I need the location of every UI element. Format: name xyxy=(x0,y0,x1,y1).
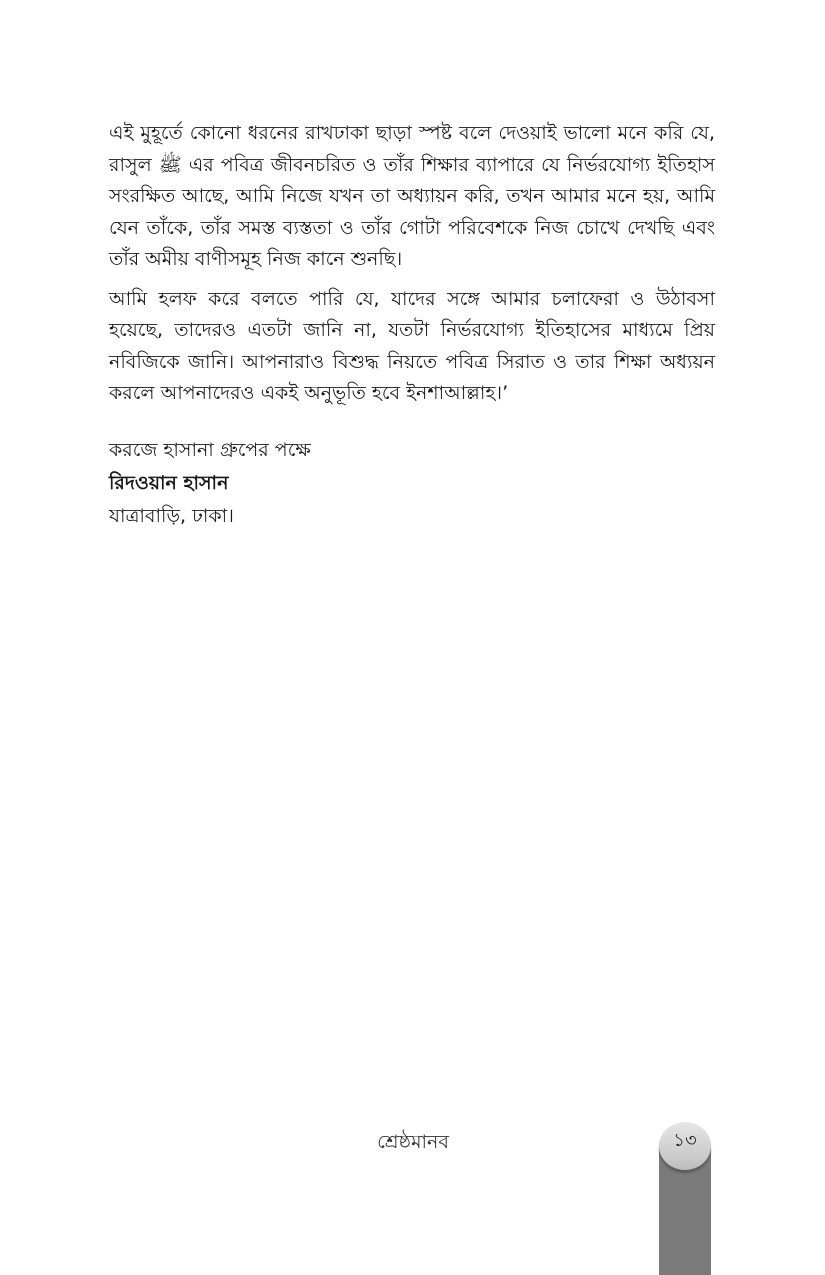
signature-group: করজে হাসানা গ্রুপের পক্ষে xyxy=(109,439,311,461)
body-text xyxy=(109,118,715,410)
signature-block xyxy=(109,434,609,533)
signature-name: রিদওয়ান হাসান xyxy=(109,472,229,494)
footer-wavy-rule xyxy=(109,1119,687,1123)
page-number: ১৩ xyxy=(673,1130,697,1151)
paragraph-2: আমি হলফ করে বলতে পারি যে, যাদের সঙ্গে আমার চলাফেরা ও উঠাবসা হয়েছে, তাদেরও এতটা জানি না, যতটা নির্ভরযোগ্য ইতিহাসের মাধ্যমে প্রিয় নবিজিকে জানি। আপনারাও বিশুদ্ধ নিয়তে পবিত্র সিরাত ও তার শিক্ষা অধ্যয়ন করলে আপনাদেরও একই অনুভূতি হবে ইনশাআল্লাহ।’ xyxy=(109,287,715,404)
signature-place: যাত্রাবাড়ি, ঢাকা। xyxy=(109,505,234,527)
paragraph-1: এই মুহূর্তে কোনো ধরনের রাখঢাকা ছাড়া স্পষ্ট বলে দেওয়াই ভালো মনে করি যে, রাসুল ﷺ এর পবিত্র জীবনচরিত ও তাঁর শিক্ষার ব্যাপারে যে নির্ভরযোগ্য ইতিহাস সংরক্ষিত আছে, আমি নিজে যখন তা অধ্যায়ন করি, তখন আমার মনে হয়, আমি যেন তাঁকে, তাঁর সমস্ত ব্যস্ততা ও তাঁর গোটা পরিবেশকে নিজ চোখে দেখছি এবং তাঁর অমীয় বাণীসমূহ নিজ কানে শুনছি। xyxy=(109,122,715,270)
running-footer-title: শ্রেষ্ঠমানব xyxy=(377,1131,449,1153)
